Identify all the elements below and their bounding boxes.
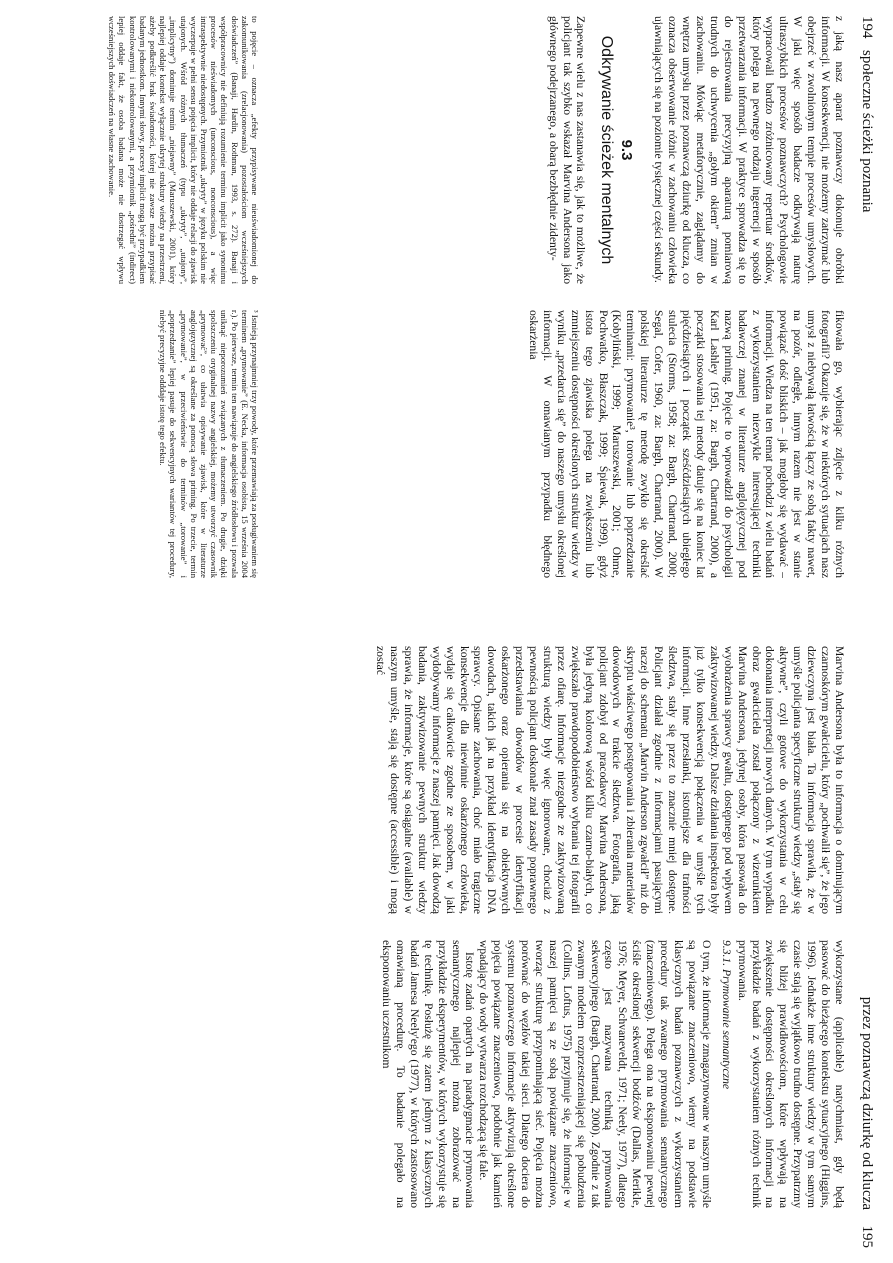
paragraph: wykorzystane (applicable) natychmiast, gdy będą pasować do bieżącego kontekstu sytuacyjnego (Higgins, 1996). Jednakże inne struktury wiedzy w tym samym czasie stają się wyjątkowo trudno dostępne. Przypatrzmy się bliżej prawidłowościom, które wpływają na zwiększenie dostępności określonych informacji na przykładzie badań z wykorzystaniem różnych technik prymowania. — [735, 940, 846, 1208]
text-column-right — [379, 940, 846, 1208]
footnote: to pojęcie – oznacza „efekty przypisywane nieuświadomionej do zakomunikowania (zrelacjonowania) pozostałościom wcześniejszych doświadczeń” (Banaji, Hardin, Rothman, 1993, s. 272). Banaji i współpracownicy nie definiują rozumienie terminu implicit jako synonimu procesów nieświadomych (unconscious, nonconscious), a więc intraspektywnie niedostępnych. Przymiotnik „ukryty” w języku polskim nie wyczerpuje w pełni sensu pojęcia implicit, który nie oddaje relacji do zjawisk utajonych. Wśród różnych tłumaczeń (typu „ukryty”, „utajony”, „implicytny”) dominuje termin „niejawny” (Maruszewski, 2001), który najlepiej oddaje kontekst wyłącznie ukrytej struktury wiedzy na przestrzeni, ażeby podkreślić brak świadomości, której nie zawsze można przypisać badanym jednostkom. Innymi słowy, procesy implicit mogą być przypadkiem kontrolowanymi i niekontrolowanymi, a przymiotnik „pośredni” (indirect) lepiej oddaje fakt, że osoba badana może nie dostrzegać wpływu wcześniejszych doświadczeń na własne zachowanie. — [107, 16, 260, 284]
paragraph: Marvina Andersona była to informacja o dominującym czarnoskórym gwałcicielu, który „pochwalił się”, że jego dziewczyna jest biała. Ta informacja sprawiła, że w umyśle policjanta specyficzne struktury wiedzy „stały się aktywne”, czyli gotowe do wykorzystania w celu dokonania interpretacji nowych danych. W tym wypadku obraz gwałciciela został połączony z wizerunkiem Marvina Andersona, jedynej osoby, która pasowała do wyobrażenia sprawcy gwałtu, dostępnego pod wpływem zaktywizowanej wiedzy. Dalsze działania inspektora były już tylko konsekwencją połączenia w umyśle tych informacji. Inne przesłanki, istotniejsze dla trafności śledztwa, stały się przez to znacznie mniej dostępne. Policjant działał zgodnie z informacjami pasującymi raczej do schematu „Marvin Anderson zgwałcił” niż do skryptu właściwego postępowania i zbierania materiałów dowodowych w trakcie śledztwa. Fotografia, jaką policjant zdobył od pracodawcy Marvina Andersona, była jedyną kolorową wśród kilku czarno-białych, co zwiększało prawdopodobieństwo wybrania tej fotografii przez ofiarę. Informacje niezgodne ze zaktywizowaną strukturą wiedzy były więc ignorowane, chociaż z pewnością policjant doskonale znał zasady poprawnego przedstawiania dowodów w procesie identyfikacji oskarżonego oraz opierania się na obiektywnych dowodach, takich jak na przykład identyfikacja DNA sprawcy. Opisane zachowania, choć miało tragiczne konsekwencje dla niewinnie oskarżonego człowieka, wydaje się całkowicie zgodne ze sposobem, w jaki wydobywamy informacje z naszej pamięci. Jak dowodzą badania, zaktywizowanie pewnych struktur wiedzy sprawia, że informacje, które są osiągalne (available) w naszym umyśle, stają się dostępne (accessible) i mogą zostać — [374, 646, 846, 914]
section-title: Odkrywanie ścieżek mentalnych — [598, 35, 616, 265]
text-column-left — [373, 646, 846, 914]
subsection-title: 9.3.1. Prymowanie semantyczne — [719, 940, 733, 1090]
paragraph: Zapewne wielu z nas zastanawia się, jak to możliwe, że policjant tak szybko wskazał Marvina Andersona jako głównego podejrzanego, a obarą bezbłędnie zidenty- — [546, 16, 588, 284]
footnote-column — [105, 16, 260, 284]
book-page-left — [62, 12, 882, 622]
text-column-left — [546, 16, 846, 284]
footnote-column — [156, 310, 260, 578]
paragraph: z jaką nasz aparat poznawczy dokonuje obróbki informacji. W konsekwencji, nie możemy zatrzymać lub obejrzeć w zwolnionym tempie procesów umysłowych. W jaki więc sposób badacze odkrywają naturę ultraszybkich procesów poznawczych? Psychologowie wypracowali bardzo zróżnicowany repertuar środków, który polega na pewnego rodzaju ingerencji w sposób przetwarzania informacji. W praktyce sprowadza się to do rejestrowania precyzyjną aparaturą pomiarową trudnych do uchwycenia „gołym okiem” zmian w zachowaniu. Mówiąc metaforycznie, zaglądamy do wnętrza umysłu przez poznawczą dziurkę od klucza, co oznacza obserwowanie różnic w zachowaniu człowieka ujawniających się na poziomie tysięcznej części sekundy. — [652, 16, 846, 284]
paragraph: Istotę zadań opartych na paradygmacie prymowania semantycznego najlepiej można zobrazować na przykładzie eksperymentów, w których wykorzystuje się tę technikę. Posłużę się zatem jednym z klasycznych badań Jamesa Neely'ego (1977), w których zastosowano omawianą procedurę. To badanie polegało na eksponowaniu uczestnikom — [380, 940, 477, 1208]
running-title: przez poznawczą dziurkę od klucza — [859, 996, 875, 1210]
page-number: 195 — [859, 1225, 875, 1248]
text-column-right — [526, 310, 846, 578]
running-header — [856, 642, 878, 1252]
running-title: społeczne ścieżki poznania — [859, 50, 875, 213]
book-page-right — [62, 642, 882, 1252]
paragraph: fikowała go, wybierając zdjęcie z kilku różnych fotografii? Okazuje się, że w niektórych sytuacjach nasz umysł z niebywałą łatwością łączy ze sobą fakty nawet, na pozór, odległe, innym razem nie jest w stanie powiązać dość bliskich – jak mogłoby się wydawać – informacji. Wiedza na ten temat pochodzi z wielu badań z wykorzystaniem niezwykle interesującej techniki badawczej znanej w literaturze anglojęzycznej pod nazwą priming. Pojęcie to wprowadził do psychologii Karl Lashley (1951, za: Bargh, Chartrand, 2000), a początki stosowania tej metody datuje się na koniec lat pięćdziesiątych i początek sześćdziesiątych ubiegłego stulecia (Storms, 1958; za: Bargh, Chartrand, 2000; Segal, Cofer, 1960, za: Bargh, Chartrand, 2000). W polskiej literaturze tę metodę zwykło się określać terminami: prymowanie³, torowanie lub poprzedzanie (Kobyliński, 1999; Maruszewski, 2001; Ohme, Pochwatko, Błaszczak, 1999; Śpiewak, 1999), gdyż istota tego zjawiska polega na zwiększeniu lub zmniejszeniu dostępności określonych struktur wiedzy w wyniku „przedarcia się” do naszego umysłu określonej informacji. W omawianym przypadku błędnego oskarżenia — [527, 310, 846, 578]
running-header — [856, 12, 878, 622]
page-number: 194 — [859, 16, 875, 39]
footnote: ³ Istnieją przynajmniej trzy powody, które przemawiają za posługiwaniem się terminem „prymowanie” (E. Necka, informacja osobista, 15 września 2004 r.). Po pierwsze, termin ten nawiązuje do angielskiego źródłosłowu i pozwala uniknąć nieporozumień związanych z tłumaczeniem. Po drugie, dzięki spolszczeniu oryginalnej nazwy angielskiej, możemy utworzyć czasownik „prymować”, co ułatwia opisywanie zjawisk, które w literaturze anglojęzycznej są określane za pomocą słowa priming. Po trzecie, termin „prymowanie”, w przeciwieństwie do terminów „torowanie” i „poprzedzanie” lepiej pasuje do sekwencyjnych wariantów tej procedury, niebyć precyzyjne odddaje istotę tego efektu. — [158, 310, 260, 578]
paragraph: O tym, że informacje zmagazynowane w naszym umyśle są powiązane znaczeniowo, wiemy na podstawie klasycznych badań poznawczych z wykorzystaniem procedury tak zwanego prymowania semantycznego (znaczeniowego). Polega ona na eksponowaniu pewnej ściśle określonej sekwencji bodźców (Dallas, Merikle, 1976; Meyer, Schvaneveldt, 1971; Neely, 1977), dlatego często jest nazywana techniką prymowania sekwencyjnego (Bargh, Chartrand, 2000). Zgodnie z tak zwanym modelem rozprzestrzeniającej się pobudzenia (Collins, Loftus, 1975) przyjmuje się, że informacje w naszej pamięci są ze sobą powiązane znaczeniowo, tworząc strukturę przypominającą sieć. Pojęcia można porównać do węzłów takiej sieci. Dlatego dociera do systemu poznawczego informacje aktywizują określone pojęcia powiązane znaczeniowo, podobnie jak kamień wpadający do wody wytwarza rozchodzącą się fale. — [477, 940, 713, 1208]
section-number: 9.3 — [618, 139, 636, 161]
